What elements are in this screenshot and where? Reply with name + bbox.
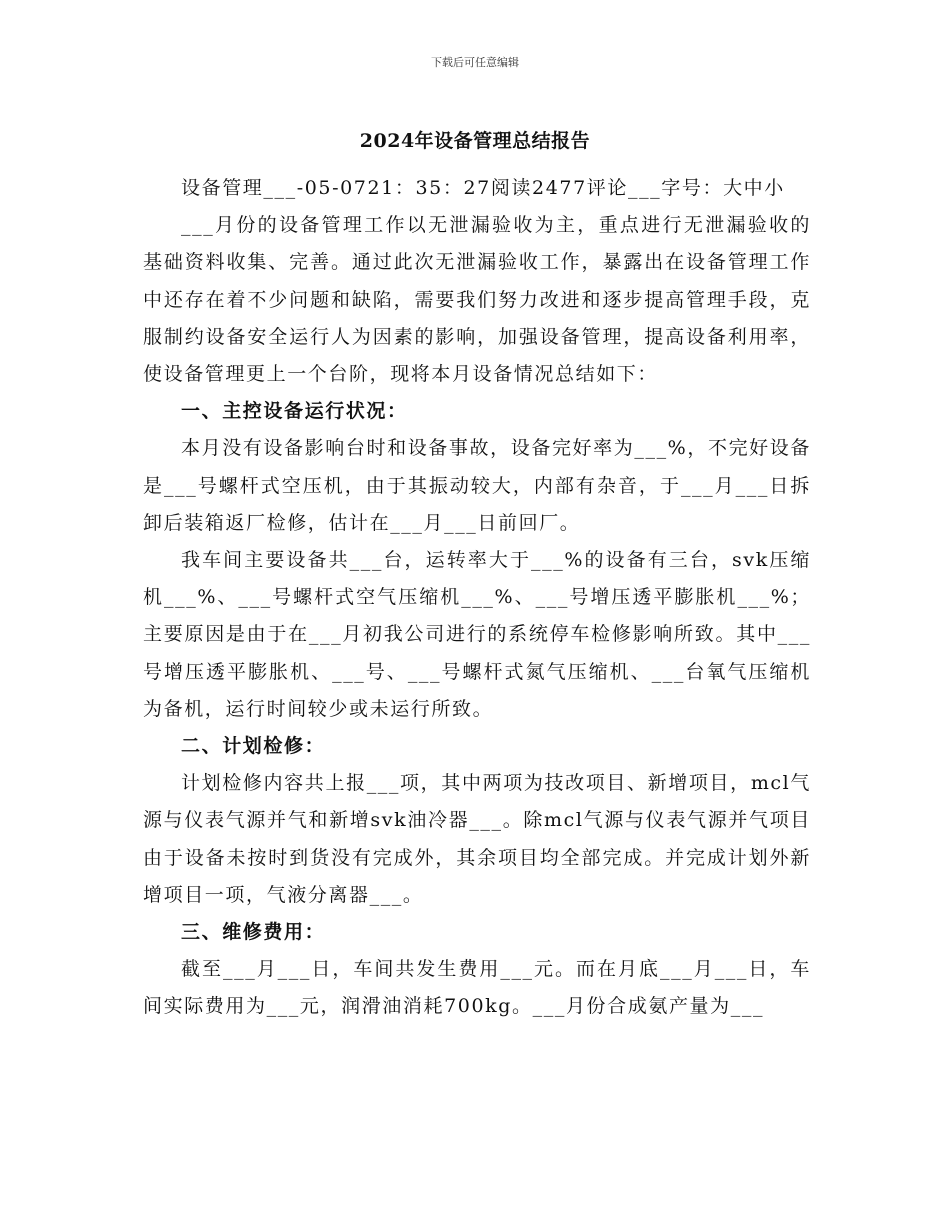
section-heading-3: 三、维修费用： bbox=[181, 921, 326, 944]
document-title: 2024年设备管理总结报告 bbox=[359, 130, 591, 152]
body-paragraph: 截至___月___日，车间共发生费用___元。而在月底___月___日，车间实际费用为___元，润滑油消耗700kg。___月份合成氨产量为___ bbox=[143, 958, 811, 1018]
document-body bbox=[143, 170, 811, 1026]
intro-paragraph: ___月份的设备管理工作以无泄漏验收为主，重点进行无泄漏验收的基础资料收集、完善。通过此次无泄漏验收工作，暴露出在设备管理工作中还存在着不少问题和缺陷，需要我们努力改进和逐步提高管理手段，克服制约设备安全运行人为因素的影响，加强设备管理，提高设备利用率，使设备管理更上一个台阶，现将本月设备情况总结如下： bbox=[143, 214, 811, 386]
body-paragraph: 我车间主要设备共___台，运转率大于___%的设备有三台，svk压缩机___%、___号螺杆式空气压缩机___%、___号增压透平膨胀机___%；主要原因是由于在___月初我公司进行的系统停车检修影响所致。其中___号增压透平膨胀机、___号、___号螺杆式氮气压缩机、___台氧气压缩机为备机，运行时间较少或未运行所致。 bbox=[143, 549, 811, 720]
meta-line: 设备管理___-05-0721：35：27阅读2477评论___字号：大中小 bbox=[181, 177, 785, 199]
header-note: 下载后可任意编辑 bbox=[431, 56, 519, 69]
section-heading-1: 一、主控设备运行状况： bbox=[181, 400, 408, 423]
body-paragraph: 本月没有设备影响台时和设备事故，设备完好率为___%，不完好设备是___号螺杆式空压机，由于其振动较大，内部有杂音，于___月___日拆卸后装箱返厂检修，估计在___月___日前回厂。 bbox=[143, 437, 811, 534]
body-paragraph: 计划检修内容共上报___项，其中两项为技改项目、新增项目，mcl气源与仪表气源并气和新增svk油冷器___。除mcl气源与仪表气源并气项目由于设备未按时到货没有完成外，其余项目均全部完成。并完成计划外新增项目一项，气液分离器___。 bbox=[143, 772, 811, 906]
section-heading-2: 二、计划检修： bbox=[181, 735, 326, 758]
